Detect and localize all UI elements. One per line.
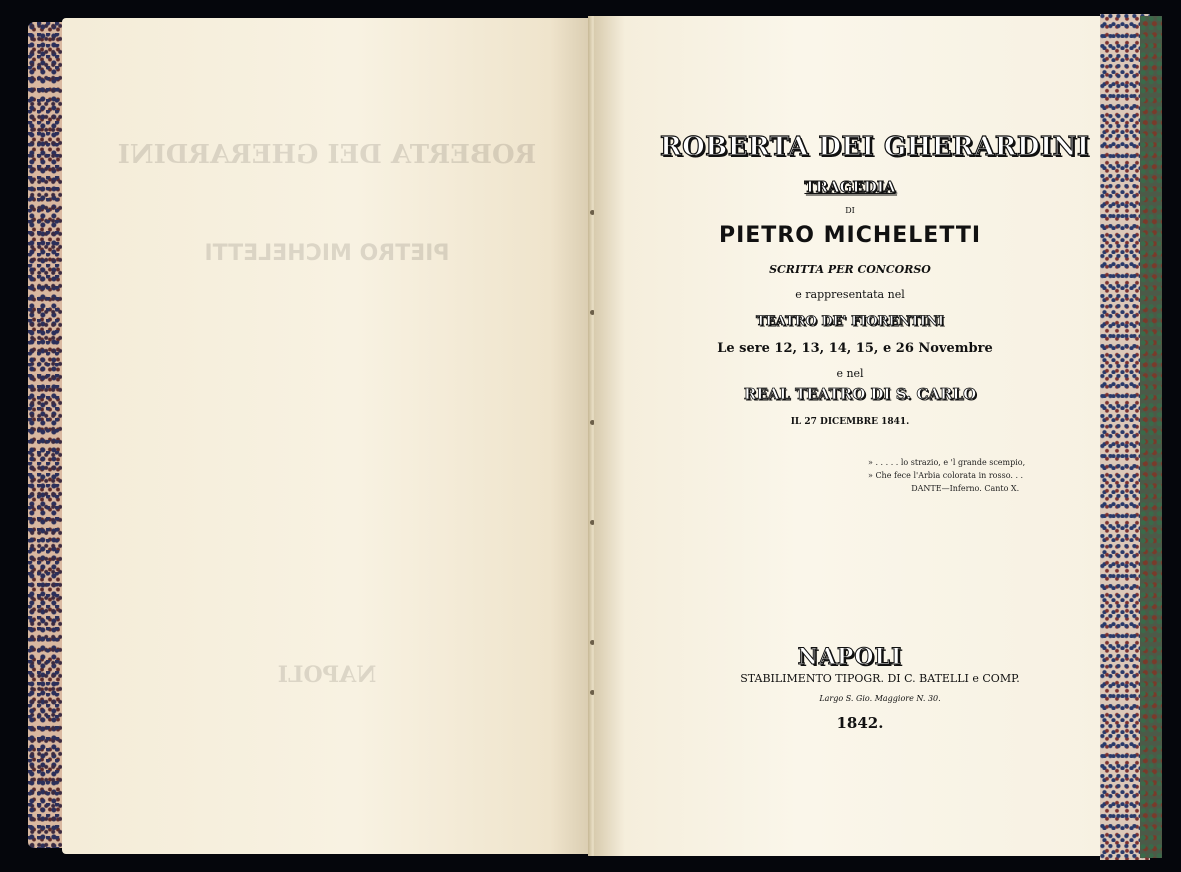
imprint-city: NAPOLI — [797, 644, 903, 670]
theatre-name-2: REAL TEATRO DI S. CARLO — [743, 385, 977, 403]
written-note: SCRITTA PER CONCORSO — [769, 263, 931, 276]
performance-date-2: IL 27 DICEMBRE 1841. — [790, 417, 910, 427]
performed-note: e rappresentata nel — [795, 288, 905, 301]
author-name: PIETRO MICHELETTI — [718, 223, 982, 248]
genre-label: TRAGEDIA — [804, 178, 896, 196]
marbled-cover-edge — [1140, 16, 1162, 858]
epigraph-line-1: » . . . . . lo strazio, e 'l grande scempio, — [868, 458, 1026, 467]
imprint-year: 1842. — [836, 714, 884, 732]
performance-dates: Le sere 12, 13, 14, 15, e 26 Novembre — [717, 341, 993, 356]
epigraph — [868, 456, 1025, 495]
epigraph-attribution: DANTE—Inferno. Canto X. — [911, 484, 1020, 493]
epigraph-line-2: » Che fece l'Arbia colorata in rosso. . . — [868, 471, 1024, 480]
imprint-address: Largo S. Gio. Maggiore N. 30. — [819, 694, 941, 703]
left-page — [62, 18, 592, 854]
book-title: ROBERTA DEI GHERARDINI — [660, 132, 1090, 162]
by-label: DI — [845, 206, 855, 215]
theatre-name-1: TEATRO DE' FIORENTINI — [756, 314, 944, 329]
imprint-printer: STABILIMENTO TIPOGR. DI C. BATELLI e COMP. — [740, 672, 1020, 685]
and-label: e nel — [836, 367, 864, 380]
